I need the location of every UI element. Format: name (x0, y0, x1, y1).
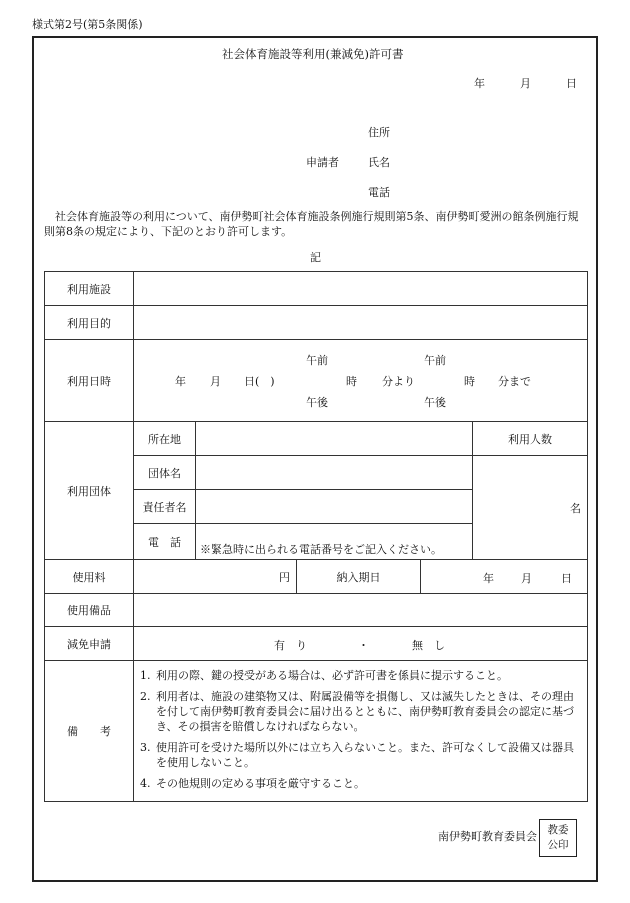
fee-yen: 円 (279, 570, 290, 584)
headcount-field[interactable] (473, 456, 588, 560)
exemption-yes[interactable]: 有 り (274, 639, 307, 652)
headcount-unit: 名 (570, 501, 582, 515)
ki-heading: 記 (310, 251, 321, 264)
applicant-label: 申請者 (306, 156, 339, 169)
phone-note: ※緊急時に出られる電話番号をご記入ください。 (200, 543, 442, 556)
equipment-field[interactable] (134, 594, 588, 627)
group-phone-label: 電 話 (134, 524, 196, 560)
group-location-label: 所在地 (134, 422, 196, 456)
applicant-address-label: 住所 (368, 126, 390, 139)
fee-field[interactable] (134, 560, 297, 594)
permission-text: 社会体育施設等の利用について、南伊勢町社会体育施設条例施行規則第5条、南伊勢町愛洲の館条例施行規則第8条の規定により、下記のとおり許可します。 (44, 210, 579, 238)
permit-table (44, 271, 588, 802)
dt-month: 月 (210, 375, 221, 388)
dt-end-am: 午前 (424, 354, 446, 367)
dt-start-am: 午前 (306, 354, 328, 367)
date-month: 月 (520, 77, 531, 90)
due-day: 日 (561, 572, 572, 585)
facility-field[interactable] (134, 272, 588, 306)
equipment-label: 使用備品 (45, 594, 134, 627)
group-name-field[interactable] (196, 456, 473, 490)
dt-start-pm: 午後 (306, 396, 328, 409)
due-month: 月 (521, 572, 532, 585)
dt-end-min: 分まで (498, 375, 531, 388)
fee-label: 使用料 (45, 560, 134, 594)
dt-start-min: 分より (382, 375, 415, 388)
remarks-label: 備 考 (45, 661, 134, 802)
purpose-field[interactable] (134, 306, 588, 340)
dt-year: 年 (175, 375, 186, 388)
official-seal (539, 819, 577, 857)
exemption-field[interactable] (134, 627, 588, 661)
purpose-label: 利用目的 (45, 306, 134, 340)
applicant-phone-label: 電話 (368, 186, 390, 199)
exemption-separator: ・ (358, 639, 369, 652)
applicant-name-label: 氏名 (368, 156, 390, 169)
group-phone-field[interactable] (196, 524, 473, 560)
exemption-no[interactable]: 無 し (412, 639, 445, 652)
facility-label: 利用施設 (45, 272, 134, 306)
due-date-label: 納入期日 (297, 560, 421, 594)
form-number: 様式第2号(第5条関係) (32, 18, 143, 31)
group-location-field[interactable] (196, 422, 473, 456)
leader-label: 責任者名 (134, 490, 196, 524)
leader-field[interactable] (196, 490, 473, 524)
dt-day: 日( ) (244, 375, 275, 388)
datetime-label: 利用日時 (45, 340, 134, 422)
document-title: 社会体育施設等利用(兼減免)許可書 (222, 47, 404, 61)
date-day: 日 (566, 77, 577, 90)
dt-end-hour: 時 (464, 375, 475, 388)
dt-end-pm: 午後 (424, 396, 446, 409)
seal-line2: 公印 (547, 839, 569, 851)
issuer-name: 南伊勢町教育委員会 (438, 830, 537, 843)
exemption-label: 減免申請 (45, 627, 134, 661)
dt-start-hour: 時 (346, 375, 357, 388)
remark-item: 3. 使用許可を受けた場所以外には立ち入らないこと。また、許可なくして設備又は器具を使用しないこと。 (140, 741, 574, 769)
group-name-label: 団体名 (134, 456, 196, 490)
group-label: 利用団体 (45, 422, 134, 560)
datetime-field[interactable] (134, 340, 588, 422)
date-year: 年 (474, 77, 485, 90)
due-date-field[interactable] (421, 560, 588, 594)
remarks-list (134, 661, 588, 802)
due-year: 年 (483, 572, 494, 585)
seal-line1: 教委 (547, 824, 569, 836)
headcount-label: 利用人数 (473, 422, 588, 456)
remark-item: 1. 利用の際、鍵の授受がある場合は、必ず許可書を係員に提示すること。 (140, 669, 508, 682)
remark-item: 4. その他規則の定める事項を厳守すること。 (140, 777, 365, 790)
remark-item: 2. 利用者は、施設の建築物又は、附属設備等を損傷し、又は滅失したときは、その理由を付して南伊勢町教育委員会に届け出るとともに、南伊勢町教育委員会の認定に基づき、その損害を賠償しなければならない。 (140, 690, 574, 733)
